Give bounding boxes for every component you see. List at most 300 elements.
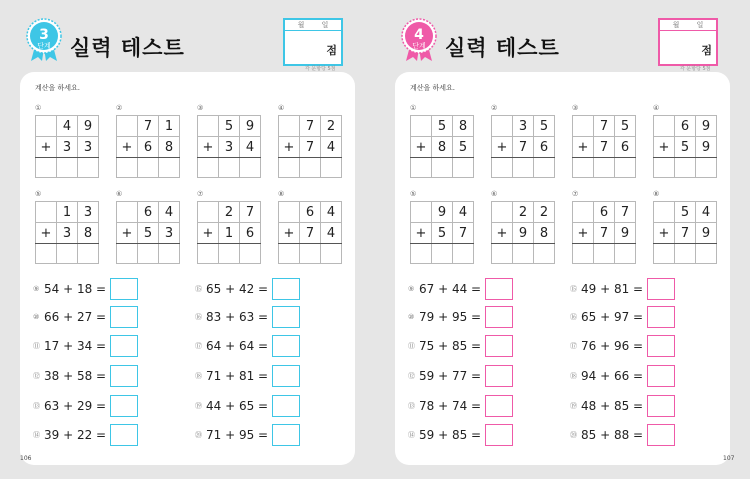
- equation-row: [570, 395, 720, 417]
- stage-label: 단계: [412, 42, 426, 50]
- answer-cell[interactable]: [300, 244, 321, 264]
- addition-grid: [278, 115, 342, 178]
- problem-number: ⑬: [33, 402, 40, 410]
- instruction-text: 계산을 하세요.: [35, 84, 81, 92]
- equation-text: 94 + 66 =: [581, 369, 644, 383]
- digit-cell: 6: [594, 202, 615, 223]
- answer-cell[interactable]: [534, 158, 555, 178]
- answer-cell[interactable]: [300, 158, 321, 178]
- digit-cell: 9: [432, 202, 453, 223]
- digit-cell: 4: [159, 202, 180, 223]
- equation-row: [195, 306, 345, 328]
- plus-sign: +: [198, 223, 219, 244]
- digit-cell: 8: [78, 223, 99, 244]
- score-label: 점: [701, 44, 712, 57]
- vertical-problem: [572, 104, 636, 180]
- answer-cell[interactable]: [159, 158, 180, 178]
- digit-cell: [198, 116, 219, 137]
- digit-cell: 9: [696, 223, 717, 244]
- equation-text: 71 + 95 =: [206, 428, 269, 442]
- answer-cell[interactable]: [594, 244, 615, 264]
- answer-box[interactable]: [647, 365, 675, 387]
- vertical-problem: [116, 104, 180, 180]
- equation-text: 49 + 81 =: [581, 282, 644, 296]
- digit-cell: 7: [300, 137, 321, 158]
- answer-cell[interactable]: [279, 158, 300, 178]
- vertical-problem: [491, 104, 555, 180]
- digit-cell: 6: [138, 137, 159, 158]
- equation-row: [570, 424, 720, 446]
- answer-box[interactable]: [647, 278, 675, 300]
- equation-text: 66 + 27 =: [44, 310, 107, 324]
- digit-cell: 8: [432, 137, 453, 158]
- answer-cell[interactable]: [615, 158, 636, 178]
- digit-cell: 3: [78, 137, 99, 158]
- problem-number: ⑫: [408, 372, 415, 380]
- plus-sign: +: [279, 223, 300, 244]
- answer-cell[interactable]: [78, 158, 99, 178]
- answer-cell[interactable]: [321, 158, 342, 178]
- digit-cell: [279, 202, 300, 223]
- problem-number: ①: [35, 104, 42, 112]
- plus-sign: +: [573, 137, 594, 158]
- problem-number: ⑪: [408, 342, 415, 350]
- vertical-problem: [197, 104, 261, 180]
- equation-text: 59 + 77 =: [419, 369, 482, 383]
- problem-number: ⑫: [33, 372, 40, 380]
- equation-row: [195, 278, 345, 300]
- equation-row: [33, 335, 183, 357]
- digit-cell: 7: [615, 202, 636, 223]
- answer-cell[interactable]: [57, 158, 78, 178]
- digit-cell: 4: [453, 202, 474, 223]
- vertical-problem: [653, 104, 717, 180]
- addition-grid: [491, 201, 555, 264]
- problem-number: ⑱: [570, 372, 577, 380]
- answer-cell[interactable]: [219, 158, 240, 178]
- equation-text: 67 + 44 =: [419, 282, 482, 296]
- answer-cell[interactable]: [573, 158, 594, 178]
- problem-number: ⑲: [195, 402, 202, 410]
- problem-number: ⑪: [33, 342, 40, 350]
- instruction-text: 계산을 하세요.: [410, 84, 456, 92]
- answer-cell[interactable]: [279, 244, 300, 264]
- problem-number: ⑩: [33, 313, 40, 321]
- digit-cell: 7: [300, 116, 321, 137]
- equation-text: 75 + 85 =: [419, 339, 482, 353]
- addition-grid: [410, 201, 474, 264]
- answer-cell[interactable]: [513, 158, 534, 178]
- addition-grid: [197, 201, 261, 264]
- problem-number: ⑱: [195, 372, 202, 380]
- digit-cell: 4: [321, 202, 342, 223]
- plus-sign: +: [36, 223, 57, 244]
- problem-number: ⑭: [408, 431, 415, 439]
- equation-text: 59 + 85 =: [419, 428, 482, 442]
- answer-cell[interactable]: [36, 158, 57, 178]
- equation-text: 83 + 63 =: [206, 310, 269, 324]
- digit-cell: 2: [219, 202, 240, 223]
- digit-cell: 9: [615, 223, 636, 244]
- answer-box[interactable]: [485, 424, 513, 446]
- digit-cell: [117, 116, 138, 137]
- vertical-problem: [35, 104, 99, 180]
- digit-cell: 7: [675, 223, 696, 244]
- answer-cell[interactable]: [198, 158, 219, 178]
- stage-badge: [25, 18, 63, 62]
- answer-cell[interactable]: [138, 158, 159, 178]
- equation-text: 65 + 42 =: [206, 282, 269, 296]
- digit-cell: [492, 202, 513, 223]
- answer-cell[interactable]: [594, 158, 615, 178]
- digit-cell: 9: [696, 116, 717, 137]
- digit-cell: 1: [57, 202, 78, 223]
- answer-cell[interactable]: [675, 158, 696, 178]
- answer-box[interactable]: [272, 395, 300, 417]
- addition-grid: [410, 115, 474, 178]
- plus-sign: +: [492, 137, 513, 158]
- problem-number: ③: [572, 104, 579, 112]
- digit-cell: 5: [675, 202, 696, 223]
- answer-box[interactable]: [485, 395, 513, 417]
- answer-cell[interactable]: [534, 244, 555, 264]
- problem-number: ①: [410, 104, 417, 112]
- addition-grid: [572, 115, 636, 178]
- problem-number: ⑮: [195, 285, 202, 293]
- digit-cell: 4: [240, 137, 261, 158]
- digit-cell: 8: [453, 116, 474, 137]
- answer-box[interactable]: [272, 306, 300, 328]
- digit-cell: 7: [138, 116, 159, 137]
- digit-cell: 3: [219, 137, 240, 158]
- answer-box[interactable]: [485, 306, 513, 328]
- digit-cell: 7: [594, 223, 615, 244]
- plus-sign: +: [117, 137, 138, 158]
- digit-cell: [492, 116, 513, 137]
- equation-text: 17 + 34 =: [44, 339, 107, 353]
- problem-number: ⑦: [197, 190, 204, 198]
- answer-cell[interactable]: [159, 244, 180, 264]
- equation-text: 65 + 97 =: [581, 310, 644, 324]
- addition-grid: [197, 115, 261, 178]
- day-label: 일: [321, 21, 329, 29]
- equation-row: [570, 278, 720, 300]
- answer-cell[interactable]: [513, 244, 534, 264]
- vertical-problem: [116, 190, 180, 266]
- equation-text: 78 + 74 =: [419, 399, 482, 413]
- equation-text: 39 + 22 =: [44, 428, 107, 442]
- digit-cell: [411, 116, 432, 137]
- problem-number: ⑨: [33, 285, 40, 293]
- problem-number: ⑰: [195, 342, 202, 350]
- digit-cell: 5: [138, 223, 159, 244]
- answer-cell[interactable]: [57, 244, 78, 264]
- answer-cell[interactable]: [321, 244, 342, 264]
- equation-text: 76 + 96 =: [581, 339, 644, 353]
- digit-cell: 5: [675, 137, 696, 158]
- answer-cell[interactable]: [219, 244, 240, 264]
- answer-cell[interactable]: [138, 244, 159, 264]
- vertical-problem: [491, 190, 555, 266]
- answer-box[interactable]: [110, 306, 138, 328]
- equation-row: [195, 335, 345, 357]
- equation-text: 44 + 65 =: [206, 399, 269, 413]
- answer-cell[interactable]: [492, 244, 513, 264]
- digit-cell: [654, 202, 675, 223]
- digit-cell: 6: [300, 202, 321, 223]
- page-number: 106: [20, 455, 32, 462]
- digit-cell: [279, 116, 300, 137]
- equation-text: 38 + 58 =: [44, 369, 107, 383]
- stage-label: 단계: [37, 42, 51, 50]
- equation-row: [408, 395, 558, 417]
- answer-cell[interactable]: [654, 158, 675, 178]
- answer-cell[interactable]: [411, 158, 432, 178]
- equation-text: 79 + 95 =: [419, 310, 482, 324]
- addition-grid: [35, 115, 99, 178]
- digit-cell: 5: [534, 116, 555, 137]
- date-row: [285, 20, 341, 31]
- digit-cell: 3: [57, 223, 78, 244]
- digit-cell: 6: [534, 137, 555, 158]
- plus-sign: +: [117, 223, 138, 244]
- problem-number: ⑥: [491, 190, 498, 198]
- vertical-problem: [35, 190, 99, 266]
- problem-number: ②: [491, 104, 498, 112]
- digit-cell: [654, 116, 675, 137]
- stage-badge: [400, 18, 438, 62]
- problem-number: ⑯: [195, 313, 202, 321]
- digit-cell: 6: [138, 202, 159, 223]
- digit-cell: [36, 202, 57, 223]
- score-reference: 각 문항당 5점: [305, 66, 336, 72]
- answer-cell[interactable]: [432, 244, 453, 264]
- vertical-problem: [410, 190, 474, 266]
- page-title: 실력 테스트: [70, 36, 185, 60]
- month-label: 월: [297, 21, 305, 29]
- answer-cell[interactable]: [240, 244, 261, 264]
- answer-cell[interactable]: [696, 244, 717, 264]
- answer-box[interactable]: [647, 306, 675, 328]
- vertical-problem: [410, 104, 474, 180]
- plus-sign: +: [279, 137, 300, 158]
- equation-row: [195, 424, 345, 446]
- page-number: 107: [723, 455, 735, 462]
- answer-cell[interactable]: [453, 158, 474, 178]
- addition-grid: [116, 201, 180, 264]
- problem-number: ⑳: [195, 431, 202, 439]
- score-box[interactable]: [658, 18, 718, 66]
- equation-text: 54 + 18 =: [44, 282, 107, 296]
- vertical-problem: [278, 104, 342, 180]
- answer-box[interactable]: [110, 424, 138, 446]
- plus-sign: +: [411, 137, 432, 158]
- digit-cell: 5: [615, 116, 636, 137]
- answer-box[interactable]: [272, 335, 300, 357]
- digit-cell: 4: [321, 223, 342, 244]
- digit-cell: [198, 202, 219, 223]
- problem-number: ②: [116, 104, 123, 112]
- answer-cell[interactable]: [573, 244, 594, 264]
- answer-box[interactable]: [272, 365, 300, 387]
- digit-cell: 6: [675, 116, 696, 137]
- digit-cell: 2: [321, 116, 342, 137]
- digit-cell: 9: [240, 116, 261, 137]
- addition-grid: [278, 201, 342, 264]
- addition-grid: [653, 201, 717, 264]
- answer-cell[interactable]: [696, 158, 717, 178]
- digit-cell: 9: [696, 137, 717, 158]
- answer-box[interactable]: [272, 424, 300, 446]
- digit-cell: [36, 116, 57, 137]
- answer-cell[interactable]: [654, 244, 675, 264]
- equation-row: [33, 395, 183, 417]
- digit-cell: [573, 116, 594, 137]
- digit-cell: 7: [240, 202, 261, 223]
- equation-row: [33, 306, 183, 328]
- problem-number: ⑯: [570, 313, 577, 321]
- equation-text: 63 + 29 =: [44, 399, 107, 413]
- digit-cell: 7: [594, 137, 615, 158]
- answer-box[interactable]: [485, 278, 513, 300]
- page-title: 실력 테스트: [445, 36, 560, 60]
- answer-cell[interactable]: [615, 244, 636, 264]
- problem-number: ⑨: [408, 285, 415, 293]
- vertical-problem: [572, 190, 636, 266]
- score-reference: 각 문항당 5점: [680, 66, 711, 72]
- plus-sign: +: [411, 223, 432, 244]
- problem-number: ⑤: [35, 190, 42, 198]
- addition-grid: [491, 115, 555, 178]
- addition-grid: [572, 201, 636, 264]
- digit-cell: 3: [159, 223, 180, 244]
- answer-cell[interactable]: [432, 158, 453, 178]
- equation-text: 85 + 88 =: [581, 428, 644, 442]
- equation-row: [408, 278, 558, 300]
- plus-sign: +: [36, 137, 57, 158]
- problem-number: ③: [197, 104, 204, 112]
- digit-cell: 7: [453, 223, 474, 244]
- answer-box[interactable]: [485, 335, 513, 357]
- answer-cell[interactable]: [36, 244, 57, 264]
- digit-cell: 4: [321, 137, 342, 158]
- digit-cell: 8: [159, 137, 180, 158]
- problem-number: ⑥: [116, 190, 123, 198]
- answer-box[interactable]: [647, 395, 675, 417]
- vertical-problem: [197, 190, 261, 266]
- digit-cell: 9: [513, 223, 534, 244]
- problem-number: ⑧: [653, 190, 660, 198]
- equation-row: [408, 424, 558, 446]
- digit-cell: 3: [78, 202, 99, 223]
- problem-number: ⑧: [278, 190, 285, 198]
- digit-cell: [573, 202, 594, 223]
- problem-number: ⑮: [570, 285, 577, 293]
- answer-box[interactable]: [110, 365, 138, 387]
- digit-cell: 2: [534, 202, 555, 223]
- digit-cell: 6: [615, 137, 636, 158]
- plus-sign: +: [573, 223, 594, 244]
- answer-cell[interactable]: [453, 244, 474, 264]
- equation-text: 48 + 85 =: [581, 399, 644, 413]
- digit-cell: 5: [453, 137, 474, 158]
- score-box[interactable]: [283, 18, 343, 66]
- digit-cell: 1: [159, 116, 180, 137]
- equation-row: [408, 365, 558, 387]
- digit-cell: 2: [513, 202, 534, 223]
- digit-cell: 3: [57, 137, 78, 158]
- answer-cell[interactable]: [78, 244, 99, 264]
- month-label: 월: [672, 21, 680, 29]
- answer-box[interactable]: [647, 424, 675, 446]
- digit-cell: [411, 202, 432, 223]
- equation-row: [195, 395, 345, 417]
- problem-number: ⑲: [570, 402, 577, 410]
- vertical-problem: [653, 190, 717, 266]
- equation-text: 71 + 81 =: [206, 369, 269, 383]
- answer-box[interactable]: [485, 365, 513, 387]
- answer-box[interactable]: [110, 335, 138, 357]
- digit-cell: 3: [513, 116, 534, 137]
- problem-number: ⑰: [570, 342, 577, 350]
- vertical-problem: [278, 190, 342, 266]
- answer-box[interactable]: [272, 278, 300, 300]
- addition-grid: [35, 201, 99, 264]
- problem-number: ⑬: [408, 402, 415, 410]
- answer-cell[interactable]: [117, 244, 138, 264]
- digit-cell: 4: [57, 116, 78, 137]
- digit-cell: 5: [432, 223, 453, 244]
- equation-row: [408, 335, 558, 357]
- stage-number: 4: [414, 27, 424, 43]
- digit-cell: 7: [594, 116, 615, 137]
- equation-row: [570, 335, 720, 357]
- digit-cell: 9: [78, 116, 99, 137]
- plus-sign: +: [654, 137, 675, 158]
- plus-sign: +: [654, 223, 675, 244]
- plus-sign: +: [198, 137, 219, 158]
- answer-cell[interactable]: [675, 244, 696, 264]
- equation-row: [408, 306, 558, 328]
- stage-number: 3: [39, 27, 49, 43]
- equation-row: [195, 365, 345, 387]
- plus-sign: +: [492, 223, 513, 244]
- answer-box[interactable]: [647, 335, 675, 357]
- digit-cell: 7: [300, 223, 321, 244]
- answer-cell[interactable]: [117, 158, 138, 178]
- answer-cell[interactable]: [198, 244, 219, 264]
- day-label: 일: [696, 21, 704, 29]
- digit-cell: 7: [513, 137, 534, 158]
- answer-box[interactable]: [110, 278, 138, 300]
- date-row: [660, 20, 716, 31]
- answer-cell[interactable]: [240, 158, 261, 178]
- addition-grid: [116, 115, 180, 178]
- answer-cell[interactable]: [411, 244, 432, 264]
- digit-cell: 4: [696, 202, 717, 223]
- equation-row: [33, 278, 183, 300]
- equation-text: 64 + 64 =: [206, 339, 269, 353]
- equation-row: [570, 365, 720, 387]
- digit-cell: 5: [432, 116, 453, 137]
- answer-cell[interactable]: [492, 158, 513, 178]
- problem-number: ⑳: [570, 431, 577, 439]
- problem-number: ⑭: [33, 431, 40, 439]
- problem-number: ⑩: [408, 313, 415, 321]
- digit-cell: 6: [240, 223, 261, 244]
- answer-box[interactable]: [110, 395, 138, 417]
- score-label: 점: [326, 44, 337, 57]
